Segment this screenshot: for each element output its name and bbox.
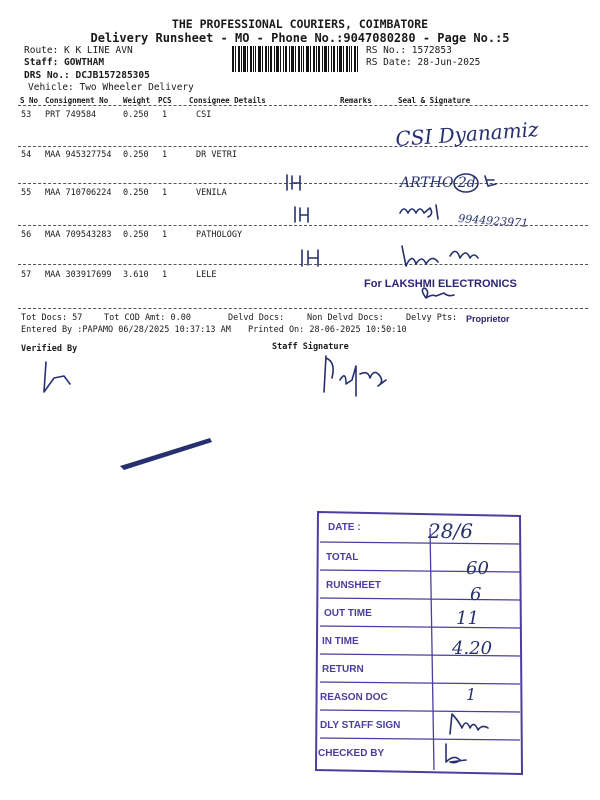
row-pcs: 1 [162,188,168,198]
vehicle: Vehicle: Two Wheeler Delivery [28,82,194,93]
row-consignee: LELE [196,270,217,280]
drs-number: DRS No.: DCJB157285305 [24,70,150,81]
stamp-label-checked-by: CHECKED BY [318,748,385,759]
company-title: THE PROFESSIONAL COURIERS, COIMBATORE [171,17,429,31]
stamp-label-in-time: IN TIME [322,636,359,647]
verified-by-label: Verified By [21,344,78,354]
row-consignment: MAA 710706224 [45,188,112,198]
runsheet-subtitle: Delivery Runsheet - MO - Phone No.:9047080280 - Page No.:5 [90,31,510,45]
stamp-value-in-time: 4.20 [452,638,493,659]
col-seal: Seal & Signature [398,96,471,105]
stamp-value-runsheet: 6 [470,584,482,605]
col-sno: S No [20,96,39,105]
stamp-label-date: DATE : [328,522,361,533]
entered-by: Entered By :PAPAMO 06/28/2025 10:37:13 AM [21,325,231,335]
signature-row56 [400,205,438,219]
row-consignment: MAA 709543283 [45,230,112,240]
verified-signature [44,362,70,392]
signature-row57 [402,246,478,266]
initials-row56 [295,207,308,222]
row-pcs: 1 [162,150,168,160]
staff-signature [324,356,386,396]
printed-on: Printed On: 28-06-2025 10:50:10 [248,325,407,335]
stamp-value-date: 28/6 [428,519,473,543]
row-weight: 0.250 [123,188,149,198]
stamp-label-total: TOTAL [326,552,359,563]
row-consignee: DR VETRI [196,150,237,160]
stamp-label-staff-sign: DLY STAFF SIGN [320,720,401,731]
phone-row56: 9944923971 [457,212,529,230]
col-pcs: PCS [158,96,172,105]
delvy-pts: Delvy Pts: [406,313,458,323]
stamp-role: Proprietor [466,314,510,324]
col-weight: Weight [123,96,151,105]
rubber-stamp [310,508,530,778]
row-weight: 0.250 [123,110,149,120]
tot-cod: Tot COD Amt: 0.00 [104,313,191,323]
stamp-label-reason: REASON DOC [320,692,388,703]
row-weight: 3.610 [123,270,149,280]
initials-row55 [287,175,300,190]
row-sno: 55 [21,188,32,198]
col-consignee: Consignee Details [189,96,266,105]
delvd-docs: Delvd Docs: [228,313,285,323]
col-consignment: Consignment No [45,96,109,105]
row-consignment: MAA 303917699 [45,270,112,280]
row-sno: 56 [21,230,32,240]
stamp-value-reason: 1 [466,685,477,704]
stamp-company: For LAKSHMI ELECTRONICS [364,278,517,290]
row-consignee: CSI [196,110,212,120]
tot-docs: Tot Docs: 57 [21,313,83,323]
handwriting-layer [0,0,600,320]
row-weight: 0.250 [123,150,149,160]
signature-row53: CSI Dyanamiz [394,117,540,151]
tick-mark [485,176,496,186]
non-delvd-docs: Non Delvd Docs: [307,313,384,323]
stamp-checked-signature [446,744,466,763]
row-weight: 0.250 [123,230,149,240]
row-pcs: 1 [162,270,168,280]
staff: Staff: GOWTHAM [24,57,105,68]
route: Route: K K LINE AVN [24,45,133,56]
stamp-value-out-time: 11 [456,608,479,629]
col-remarks: Remarks [340,96,372,105]
row-sno: 53 [21,110,32,120]
pen-stroke-mark [120,438,212,470]
staff-signature-label: Staff Signature [272,342,349,352]
signature-row55: ARTHO 2d [400,175,476,191]
footer-signatures [0,350,600,480]
row-pcs: 1 [162,230,168,240]
stamp-staff-signature [450,714,488,734]
row-consignment: MAA 945327754 [45,150,112,160]
rs-date: RS Date: 28-Jun-2025 [366,57,481,68]
row-consignee: PATHOLOGY [196,230,243,240]
rs-number: RS No.: 1572853 [366,45,452,56]
stamp-value-total: 60 [466,558,489,579]
stamp-label-runsheet: RUNSHEET [326,580,382,591]
row-consignment: PRT 749584 [45,110,97,120]
stamp-label-return: RETURN [322,664,364,675]
row-pcs: 1 [162,110,168,120]
row-sno: 54 [21,150,32,160]
initials-row57 [302,250,318,266]
stamp-label-out-time: OUT TIME [324,608,372,619]
row-consignee: VENILA [196,188,227,198]
footer-divider [18,308,588,309]
row-sno: 57 [21,270,32,280]
